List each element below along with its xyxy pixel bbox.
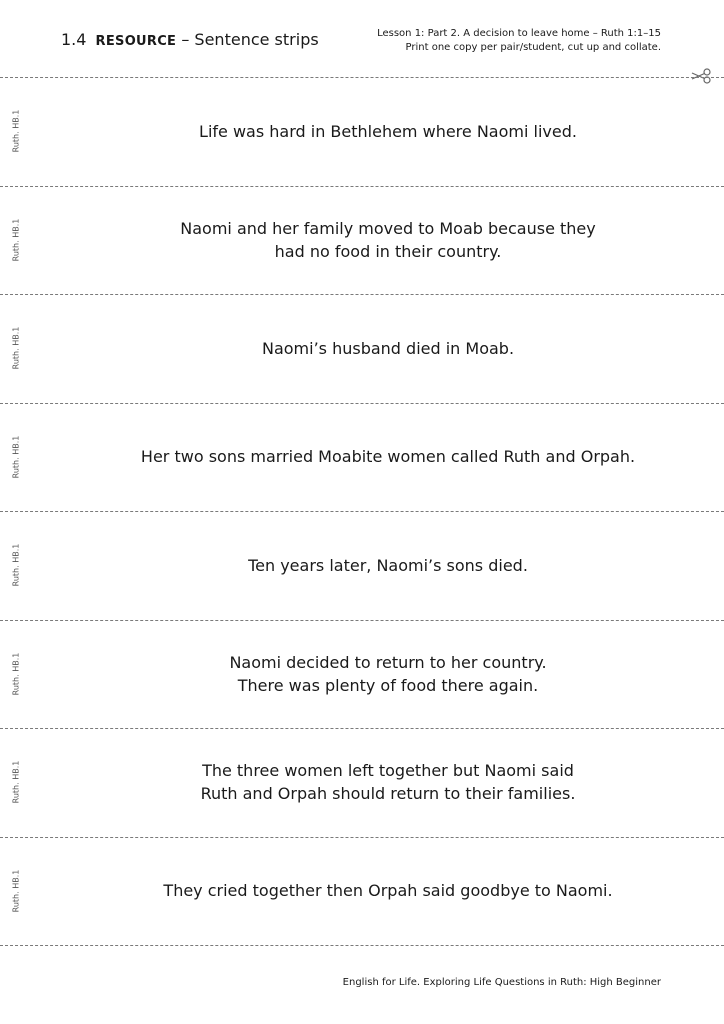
strip-sentence-text: They cried together then Orpah said goodbye to Naomi. (163, 881, 613, 900)
strip-code-label: Ruth. HB.1 (11, 869, 21, 912)
strip-sentence (60, 837, 716, 945)
strip-sentence (60, 294, 716, 402)
strip-sentence (60, 77, 716, 185)
resource-label: RESOURCE (95, 34, 177, 49)
strip-code-label: Ruth. HB.1 (11, 326, 21, 370)
strip-sentence-text: Life was hard in Bethlehem where Naomi lived. (199, 121, 577, 141)
strip-sentence-text: The three women left together but Naomi said Ruth and Orpah should return to their families. (200, 761, 576, 803)
sentence-strip (0, 77, 724, 185)
sentence-strip (0, 294, 724, 402)
strip-code-label: Ruth. HB.1 (11, 435, 21, 478)
strip-sentence-text: Naomi’s husband died in Moab. (261, 338, 515, 358)
instruction-line: Print one copy per pair/student, cut up and collate. (405, 42, 661, 53)
section-number: 1.4 (61, 30, 87, 49)
lesson-line: Lesson 1: Part 2. A decision to leave home – Ruth 1:1–15 (377, 28, 661, 39)
strip-sentence (60, 728, 716, 836)
sentence-strip (0, 186, 724, 294)
strip-sentence-text: Naomi and her family moved to Moab because they had no food in their country. (180, 218, 596, 261)
header-info (377, 27, 661, 55)
sentence-strip (0, 403, 724, 511)
sentence-strip (0, 511, 724, 619)
title-text: – Sentence strips (181, 30, 319, 49)
strip-sentence (60, 403, 716, 511)
strip-sentence-text: Ten years later, Naomi’s sons died. (248, 555, 528, 575)
strip-sentence (60, 186, 716, 294)
sentence-strip (0, 728, 724, 836)
page-title (61, 30, 319, 49)
strip-code-label: Ruth. HB.1 (11, 760, 21, 804)
sentence-strip (0, 620, 724, 728)
strip-sentence-text: Her two sons married Moabite women called Ruth and Orpah. (140, 447, 636, 466)
strip-sentence-text: Naomi decided to return to her country. There was plenty of food there again. (229, 652, 547, 695)
strip-code-label: Ruth. HB.1 (11, 652, 21, 695)
sentence-strip (0, 837, 724, 945)
strip-sentence (60, 511, 716, 619)
strip-code-label: Ruth. HB.1 (11, 543, 21, 587)
strip-code-label: Ruth. HB.1 (11, 109, 21, 153)
footer-text: English for Life. Exploring Life Questions in Ruth: High Beginner (342, 977, 661, 988)
strip-sentence (60, 620, 716, 728)
strip-code-label: Ruth. HB.1 (11, 218, 21, 261)
cut-line (0, 945, 724, 946)
